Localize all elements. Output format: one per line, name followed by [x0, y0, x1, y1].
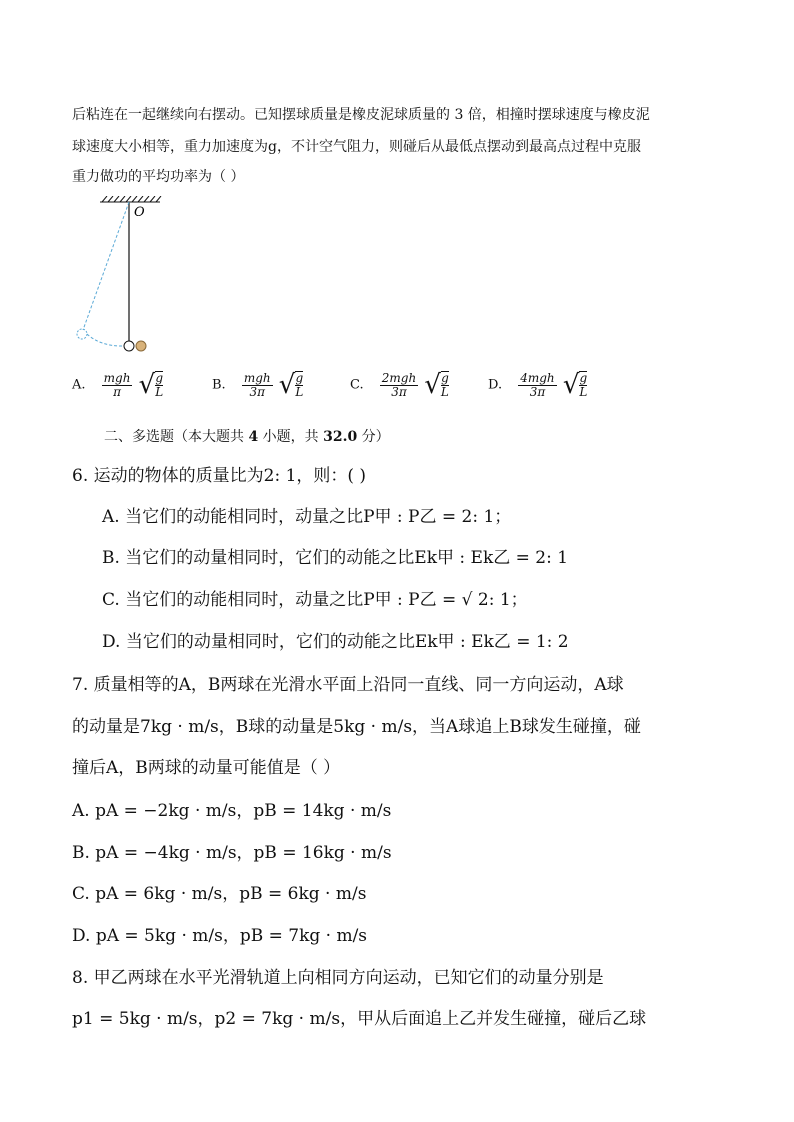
pivot-label-o: O	[134, 205, 145, 220]
q5-option-c-denominator: 3π	[391, 384, 407, 399]
q6-option-b[interactable]: B. 当它们的动量相同时，它们的动能之比Ek甲 : Ek乙 = 2: 1	[102, 548, 569, 568]
dashed-string	[83, 202, 129, 330]
q5-option-a-denominator: π	[113, 384, 122, 399]
q5-option-d-root-den: L	[579, 385, 588, 399]
q5-line-1: 后粘连在一起继续向右摆动。已知摆球质量是橡皮泥球质量的 3 倍，相撞时摆球速度与橡皮泥	[72, 107, 650, 123]
q7-option-b[interactable]: B. pA = −4kg · m/s，pB = 16kg · m/s	[72, 843, 392, 863]
q5-option-c-root: √ $\frac{g}{L}$	[424, 370, 449, 400]
section-heading-mid: 小题，共	[258, 429, 324, 445]
section-heading-prefix: 二、多选题（本大题共	[104, 429, 249, 445]
q5-option-b-fraction	[242, 372, 273, 399]
q5-option-a-root-den: L	[155, 385, 164, 399]
section-question-count: 4	[248, 429, 259, 445]
q7-option-a[interactable]: A. pA = −2kg · m/s，pB = 14kg · m/s	[72, 801, 392, 821]
q5-option-d[interactable]	[488, 370, 587, 400]
q5-option-c-fraction	[380, 372, 418, 399]
q5-option-b-root: √ $\frac{g}{L}$	[278, 370, 304, 400]
q5-option-a-root-num: g	[155, 371, 164, 385]
pendulum-figure	[70, 196, 180, 356]
q5-option-d-letter: D.	[488, 377, 503, 393]
q5-option-d-root-num: g	[579, 371, 588, 385]
q5-option-b[interactable]	[212, 370, 303, 400]
q6-option-d[interactable]: D. 当它们的动量相同时，它们的动能之比Ek甲 : Ek乙 = 1: 2	[102, 632, 569, 652]
q5-option-c-root-den: L	[440, 385, 449, 399]
clay-ball	[136, 341, 146, 351]
q5-option-d-denominator: 3π	[529, 384, 546, 399]
q5-option-c-numerator: 2mgh	[381, 370, 417, 385]
q7-line-2: 的动量是7kg · m/s，B球的动量是5kg · m/s，当A球追上B球发生碰撞，碰	[72, 717, 641, 737]
section-heading	[104, 426, 390, 446]
q5-option-a-fraction	[102, 372, 133, 399]
q7-line-3: 撞后A，B两球的动量可能值是（ ）	[72, 758, 341, 778]
ceiling-hatch	[100, 196, 161, 202]
q5-option-c-letter: C.	[350, 377, 364, 393]
q5-line-3: 重力做功的平均功率为（ ）	[72, 169, 245, 185]
q5-option-b-numerator: mgh	[243, 370, 271, 385]
q5-option-a[interactable]	[72, 370, 163, 400]
q5-option-d-root: √ $\frac{g}{L}$	[562, 370, 588, 400]
q6-option-a[interactable]: A. 当它们的动能相同时，动量之比P甲 : P乙 = 2: 1；	[102, 507, 512, 527]
q6-option-c[interactable]: C. 当它们的动能相同时，动量之比P甲 : P乙 = √ 2: 1；	[102, 590, 528, 610]
dashed-arc	[87, 334, 122, 346]
q7-option-c[interactable]: C. pA = 6kg · m/s，pB = 6kg · m/s	[72, 884, 367, 904]
q8-line-1: 8. 甲乙两球在水平光滑轨道上向相同方向运动，已知它们的动量分别是	[72, 968, 604, 988]
q7-option-d[interactable]: D. pA = 5kg · m/s，pB = 7kg · m/s	[72, 926, 368, 946]
q5-option-c[interactable]	[350, 370, 449, 400]
q8-line-2: p1 = 5kg · m/s，p2 = 7kg · m/s，甲从后面追上乙并发生碰撞，碰后乙球	[72, 1009, 647, 1029]
pendulum-ball	[124, 341, 134, 351]
section-score: 32.0	[323, 429, 358, 445]
q5-option-b-letter: B.	[212, 377, 226, 393]
q5-option-a-root: √ $\frac{g}{L}$	[138, 370, 164, 400]
q7-line-1: 7. 质量相等的A，B两球在光滑水平面上沿同一直线、同一方向运动，A球	[72, 675, 624, 695]
q5-option-c-root-num: g	[441, 371, 449, 385]
q5-line-2: 球速度大小相等，重力加速度为g，不计空气阻力，则碰后从最低点摆动到最高点过程中克服	[72, 139, 641, 155]
q5-option-b-root-den: L	[295, 385, 304, 399]
section-heading-suffix: 分）	[357, 429, 390, 445]
q5-option-d-fraction	[518, 372, 556, 399]
q6-stem: 6. 运动的物体的质量比为2: 1，则：( )	[72, 466, 367, 486]
dashed-ball	[77, 329, 87, 339]
q5-option-a-letter: A.	[72, 377, 86, 393]
q5-option-a-numerator: mgh	[103, 370, 131, 385]
q5-option-d-numerator: 4mgh	[520, 370, 555, 385]
q5-option-b-root-num: g	[295, 371, 304, 385]
q5-option-b-denominator: 3π	[249, 384, 265, 399]
